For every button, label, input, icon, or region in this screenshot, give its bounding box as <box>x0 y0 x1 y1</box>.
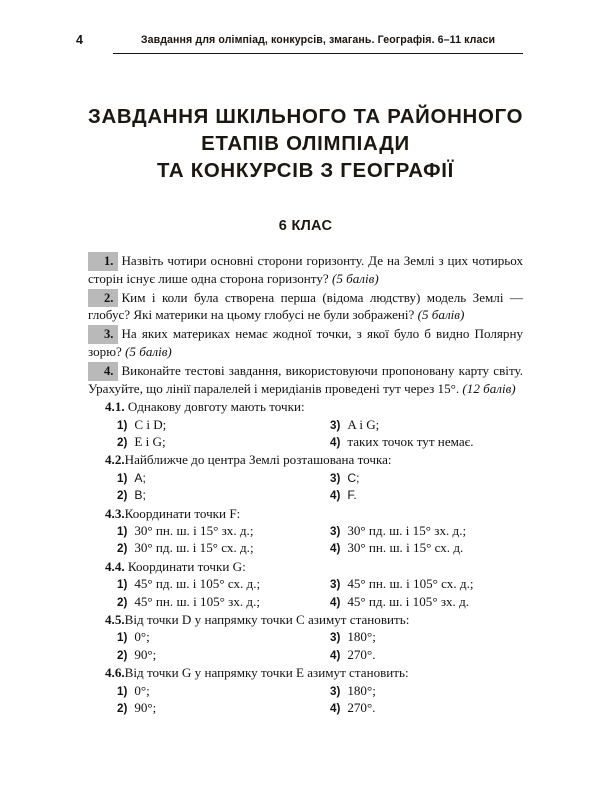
option-text: F. <box>347 488 357 503</box>
option-text: 180°; <box>347 629 376 645</box>
option-text: 0°; <box>134 682 150 698</box>
option-item[interactable] <box>330 522 466 540</box>
option-row <box>88 682 523 699</box>
subquestion-label: 4.2. <box>105 452 125 468</box>
option-key: 3) <box>330 525 341 539</box>
option-text: 270°. <box>347 699 376 715</box>
subquestion-prompt: Від точки D у напрямку точки C азимут становить: <box>124 612 410 627</box>
option-item[interactable] <box>330 539 463 557</box>
option-text: 30° пд. ш. і 15° зх. д.; <box>347 523 467 539</box>
option-key: 4) <box>330 648 341 662</box>
running-header <box>0 33 600 59</box>
option-key: 4) <box>330 489 341 503</box>
option-key: 1) <box>117 578 128 592</box>
option-row <box>88 486 523 503</box>
subquestion-prompt: Однакову довготу мають точки: <box>127 399 305 415</box>
option-item[interactable] <box>330 628 376 646</box>
subquestion-label: 4.6. <box>105 665 125 681</box>
subquestion-label: 4.1. <box>105 399 125 415</box>
option-item[interactable] <box>117 593 260 611</box>
option-item[interactable] <box>330 416 379 434</box>
option-item[interactable] <box>117 433 166 451</box>
option-text: 45° пд. ш. і 105° сх. д.; <box>134 576 261 592</box>
option-row <box>88 628 523 645</box>
option-text: 0°; <box>134 629 150 645</box>
question-item <box>88 362 523 397</box>
subquestion-4-3 <box>88 506 523 557</box>
option-item[interactable] <box>330 486 357 504</box>
question-text: Виконайте тестові завдання, використовуючи пропоновану карту світу. Урахуйте, що лінії паралелей і меридіанів проведені тут через 15°. <box>88 363 523 396</box>
option-key: 4) <box>330 595 341 609</box>
option-text: 30° пн. ш. і 15° зх. д.; <box>134 523 254 539</box>
option-row <box>88 593 523 610</box>
header-rule <box>113 53 523 54</box>
option-text: A; <box>134 470 146 485</box>
option-item[interactable] <box>330 646 375 664</box>
option-item[interactable] <box>330 593 469 611</box>
option-text: 45° пн. ш. і 105° зх. д.; <box>134 593 261 609</box>
option-text: B; <box>134 488 146 503</box>
option-key: 1) <box>117 684 128 698</box>
option-key: 3) <box>330 631 341 645</box>
option-item[interactable] <box>117 416 166 434</box>
option-key: 2) <box>117 489 128 503</box>
subquestion-label: 4.3. <box>105 505 125 521</box>
option-item[interactable] <box>117 699 156 717</box>
option-key: 2) <box>117 595 128 609</box>
subquestion-prompt-row <box>105 559 523 575</box>
option-text: 270°. <box>347 646 376 662</box>
option-text: 90°; <box>134 646 157 662</box>
option-row <box>88 575 523 592</box>
option-row <box>88 539 523 556</box>
option-item[interactable] <box>117 628 150 646</box>
option-text: таких точок тут немає. <box>347 434 474 450</box>
option-text: 90°; <box>134 699 157 715</box>
title-line-3: ТА КОНКУРСІВ З ГЕОГРАФІЇ <box>157 160 454 182</box>
option-item[interactable] <box>330 433 474 451</box>
option-key: 4) <box>330 701 341 715</box>
subquestion-prompt-row <box>105 612 523 628</box>
option-row <box>88 433 523 450</box>
option-key: 2) <box>117 701 128 715</box>
subquestion-4-1 <box>88 399 523 450</box>
question-number: 3. <box>88 325 118 344</box>
option-key: 4) <box>330 542 341 556</box>
question-text: На яких материках немає жодної точки, з якої було б видно Полярну зорю? <box>88 326 523 359</box>
subquestion-prompt: Від точки G у напрямку точки E азимут становить: <box>124 665 409 681</box>
option-key: 3) <box>330 578 341 592</box>
option-item[interactable] <box>330 699 375 717</box>
subquestion-prompt-row <box>105 506 523 522</box>
option-row <box>88 699 523 716</box>
subquestion-4-5 <box>88 612 523 663</box>
option-row <box>88 416 523 433</box>
option-item[interactable] <box>117 646 156 664</box>
option-key: 2) <box>117 648 128 662</box>
option-text: 45° пн. ш. і 105° сх. д.; <box>347 576 474 592</box>
option-key: 1) <box>117 525 128 539</box>
subquestion-prompt-row <box>105 452 523 468</box>
subquestion-4-6 <box>88 665 523 716</box>
page-number: 4 <box>76 33 83 47</box>
option-key: 3) <box>330 418 341 432</box>
option-text: 30° пд. ш. і 15° сх. д.; <box>134 540 254 556</box>
subquestion-4-2 <box>88 452 523 503</box>
option-item[interactable] <box>117 486 146 504</box>
subquestion-prompt: Координати точки G: <box>127 558 246 574</box>
question-item <box>88 252 523 287</box>
option-key: 3) <box>330 471 341 485</box>
option-row <box>88 469 523 486</box>
subquestion-label: 4.4. <box>105 558 125 574</box>
option-item[interactable] <box>117 575 260 593</box>
option-key: 1) <box>117 471 128 485</box>
option-key: 1) <box>117 631 128 645</box>
option-item[interactable] <box>330 682 376 700</box>
title-line-2: ЕТАПІВ ОЛІМПІАДИ <box>201 133 410 155</box>
question-item <box>88 289 523 324</box>
question-points: (5 балів) <box>125 343 172 359</box>
subquestion-prompt: Координати точки F: <box>124 505 241 521</box>
question-points: (5 балів) <box>417 307 465 323</box>
option-text: E i G; <box>134 434 166 450</box>
option-text: C i D; <box>134 416 167 432</box>
option-row <box>88 522 523 539</box>
question-number: 1. <box>88 252 118 271</box>
question-number: 2. <box>88 289 118 308</box>
subquestion-label: 4.5. <box>105 612 125 627</box>
option-item[interactable] <box>330 469 360 487</box>
option-item[interactable] <box>117 682 150 700</box>
question-text: Ким і коли була створена перша (відома людству) модель Землі — глобус? Які материки на цьому глобусі не були зображені? <box>88 289 523 323</box>
subquestion-prompt: Найближче до центра Землі розташована точка: <box>124 452 392 468</box>
subquestion-4-4 <box>88 559 523 610</box>
question-number: 4. <box>88 362 118 381</box>
option-text: 180°; <box>347 682 376 698</box>
question-item <box>88 325 523 360</box>
question-points: (5 балів) <box>331 270 379 286</box>
questions-container <box>88 252 523 716</box>
option-item[interactable] <box>330 575 473 593</box>
option-text: 30° пн. ш. і 15° сх. д. <box>347 540 464 556</box>
subquestion-prompt-row <box>105 665 523 681</box>
question-text: Назвіть чотири основні сторони горизонту. Де на Землі з цих чотирьох сторін існує лише одна сторона горизонту? <box>88 253 523 286</box>
title-line-1: ЗАВДАННЯ ШКІЛЬНОГО ТА РАЙОННОГО <box>88 106 524 128</box>
option-key: 2) <box>117 436 128 450</box>
option-text: A i G; <box>347 416 380 432</box>
document-title <box>88 104 523 185</box>
grade-heading: 6 КЛАС <box>278 218 333 234</box>
option-item[interactable] <box>117 539 254 557</box>
option-text: C; <box>347 470 360 485</box>
option-item[interactable] <box>117 469 146 487</box>
option-item[interactable] <box>117 522 253 540</box>
option-key: 2) <box>117 542 128 556</box>
option-row <box>88 646 523 663</box>
question-points: (12 балів) <box>462 380 516 396</box>
subquestion-prompt-row <box>105 399 523 415</box>
option-text: 45° пд. ш. і 105° зх. д. <box>347 593 470 609</box>
option-key: 3) <box>330 684 341 698</box>
running-header-title: Завдання для олімпіад, конкурсів, змагань. Географія. 6–11 класи <box>140 34 496 46</box>
option-key: 1) <box>117 418 128 432</box>
option-key: 4) <box>330 436 341 450</box>
